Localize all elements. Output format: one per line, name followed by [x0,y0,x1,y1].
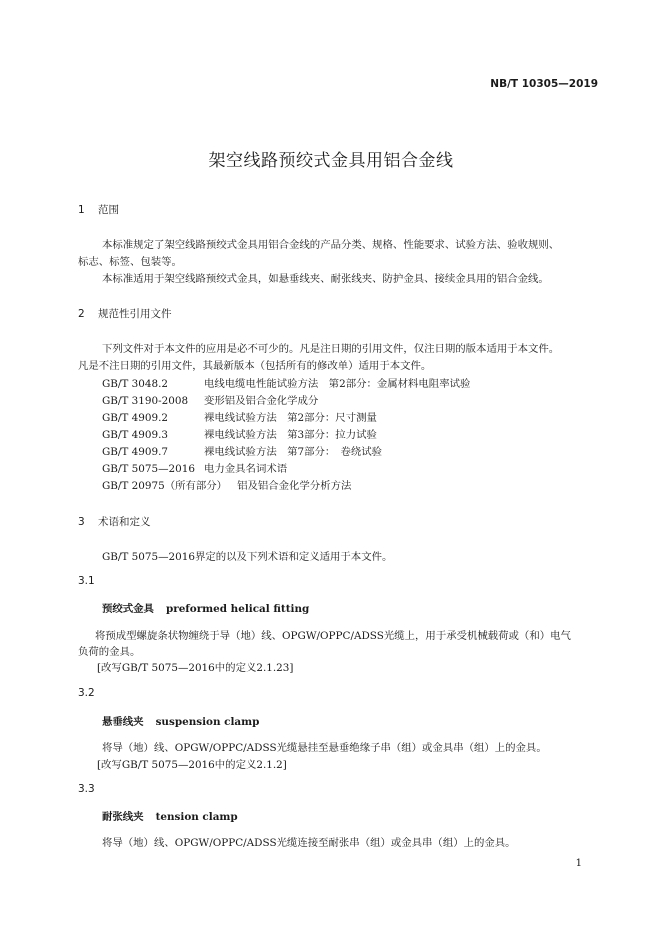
s2-paragraph-line-2: 凡是不注日期的引用文件，其最新版本（包括所有的修改单）适用于本文件。 [78,360,432,372]
reference-code: GB/T 3048.2 [102,378,169,390]
term-3-2-note: [改写GB/T 5075—2016中的定义2.1.2] [97,759,287,771]
section-number: 3 [78,516,85,528]
reference-item [102,443,382,458]
s2-paragraph-line-1: 下列文件对于本文件的应用是必不可少的。凡是注日期的引用文件，仅注日期的版本适用于本文件。 [102,343,560,355]
term-en: preformed helical fitting [165,603,310,615]
reference-title: 裸电线试验方法 第3部分：拉力试验 [204,429,377,441]
section-2-heading [78,306,172,321]
term-zh: 悬垂线夹 [102,716,144,728]
section-number: 1 [78,204,85,216]
reference-title: 裸电线试验方法 第7部分： 卷绕试验 [204,446,383,458]
reference-code: GB/T 4909.7 [102,446,169,458]
section-number: 2 [78,308,85,320]
reference-item [102,409,377,424]
reference-code: GB/T 20975（所有部分） [102,480,228,492]
reference-item [102,375,470,390]
section-title: 规范性引用文件 [98,308,172,320]
reference-item [102,426,377,441]
reference-title: 电线电缆电性能试验方法 第2部分：金属材料电阻率试验 [204,378,471,390]
reference-title: 电力金具名词术语 [204,463,288,475]
reference-item [102,477,351,492]
term-3-1-definition-line-2: 负荷的金具。 [78,646,141,658]
section-title: 范围 [98,204,119,216]
reference-code: GB/T 4909.2 [102,412,169,424]
term-zh: 耐张线夹 [102,811,144,823]
term-en: suspension clamp [155,716,260,728]
section-title: 术语和定义 [98,516,151,528]
reference-item [102,392,318,407]
term-number-3-3: 3.3 [78,783,95,795]
term-number-3-2: 3.2 [78,687,95,699]
term-3-1 [102,600,309,615]
section-1-heading [78,202,119,217]
reference-code: GB/T 3190-2008 [102,395,189,407]
reference-item [102,460,287,475]
reference-code: GB/T 5075—2016 [102,463,195,475]
term-3-1-definition-line-1: 将预成型螺旋条状物缠绕于导（地）线、OPGW/OPPC/ADSS光缆上，用于承受机械载荷或（和）电气 [95,630,571,642]
term-3-2-definition: 将导（地）线、OPGW/OPPC/ADSS光缆悬挂至悬垂绝缘子串（组）或金具串（组）上的金具。 [102,742,547,754]
reference-title: 裸电线试验方法 第2部分：尺寸测量 [204,412,377,424]
term-3-2 [102,713,259,728]
term-number-3-1: 3.1 [78,575,95,587]
term-3-1-note: [改写GB/T 5075—2016中的定义2.1.23] [97,662,294,674]
term-zh: 预绞式金具 [102,603,154,615]
s3-intro: GB/T 5075—2016界定的以及下列术语和定义适用于本文件。 [102,551,393,563]
term-en: tension clamp [155,811,238,823]
reference-title: 变形铝及铝合金化学成分 [204,395,319,407]
term-3-3-definition: 将导（地）线、OPGW/OPPC/ADSS光缆连接至耐张串（组）或金具串（组）上的金具。 [102,837,516,849]
reference-title: 铝及铝合金化学分析方法 [237,480,352,492]
s1-paragraph-1-line-2: 标志、标签、包装等。 [78,256,182,268]
page-number: 1 [575,858,582,869]
standard-number: NB/T 10305—2019 [490,78,598,90]
reference-code: GB/T 4909.3 [102,429,169,441]
s1-paragraph-1-line-1: 本标准规定了架空线路预绞式金具用铝合金线的产品分类、规格、性能要求、试验方法、验收规则、 [102,239,560,251]
term-3-3 [102,808,238,823]
section-3-heading [78,514,151,529]
s1-paragraph-2: 本标准适用于架空线路预绞式金具，如悬垂线夹、耐张线夹、防护金具、接续金具用的铝合金线。 [102,273,549,285]
document-title: 架空线路预绞式金具用铝合金线 [208,151,454,171]
